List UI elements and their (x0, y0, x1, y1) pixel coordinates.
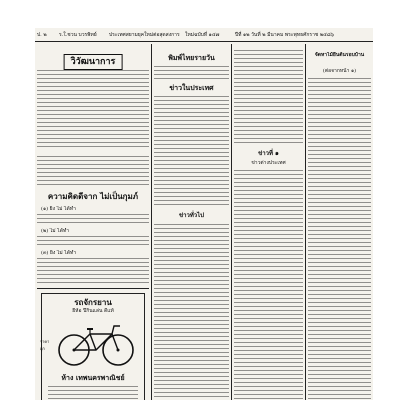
article-text (37, 236, 149, 248)
column-2 (154, 48, 229, 400)
article-text (37, 258, 149, 284)
article-text (234, 50, 303, 146)
section-heading: ข่าวทั่วไป (179, 212, 204, 219)
page-header (35, 30, 373, 40)
article-text (154, 224, 229, 400)
header-rule (35, 41, 373, 42)
column-sub: ข่าวต่างประเทศ (251, 160, 286, 166)
section-rule (37, 288, 149, 289)
column-heading: พิมพ์ไทยรายวัน (168, 53, 215, 62)
column-rule (305, 44, 306, 400)
advert-shop: ห้าง เทพนครพาณิชย์ (61, 373, 125, 382)
tagline: ประเทศสยามยุคใหม่ต่อสุดสงการ (109, 32, 180, 38)
column-1 (37, 48, 149, 400)
bicycle-advert (41, 293, 145, 400)
newspaper-page (35, 28, 373, 400)
paper-name: ร.ใ.ชวน บวรพิทย์ (59, 32, 97, 38)
article-text (37, 214, 149, 226)
article-text (154, 96, 229, 206)
column-subheading: ข่าวในประเทศ (169, 83, 214, 92)
advert-text (48, 386, 138, 400)
article-text (308, 78, 371, 400)
issue-date: ปีที่ ๑๒ วันที่ ๒ มีนาคม พระพุทธศักราช ๒๔๘๖ (235, 32, 334, 38)
advert-subtitle: ยี่ห้อ ปีกินแล่น ดีแท้ (72, 308, 114, 314)
masthead: วิวัฒนาการ (64, 54, 123, 70)
article-text (234, 170, 303, 400)
column-3 (234, 48, 303, 400)
article-text (37, 70, 149, 150)
sub-heading: ความคิดดีจาก ไม่เป็นกุมภ์ (47, 191, 139, 201)
column-heading: ข่าวที่ ๑ (258, 150, 279, 157)
advert-side-text: ราคาถูก (40, 339, 50, 351)
list-item: (๒) ไม่ ได้ทำ (41, 228, 70, 234)
issue-number: ใหม่ฉบับที่ ๑๔๗ (185, 32, 220, 38)
column-4 (308, 48, 371, 400)
article-text (154, 66, 229, 80)
column-rule (231, 44, 232, 400)
advert-title: รถจักรยาน (74, 297, 112, 307)
article-text (37, 156, 149, 186)
page-number: ป. ๒ (37, 32, 47, 38)
list-item: (๓) ยิ่ง ไม่ ได้ทำ (41, 250, 77, 256)
column-rule (151, 44, 152, 400)
bicycle-icon (56, 320, 136, 368)
list-item: (๑) ยิ่ง ไม่ ได้ทำ (41, 206, 76, 212)
column-sub: (ต่อจากหน้า ๑) (322, 68, 357, 74)
column-heading: จัดหาไม้ยืนต้นรอบบ้าน (314, 52, 365, 58)
